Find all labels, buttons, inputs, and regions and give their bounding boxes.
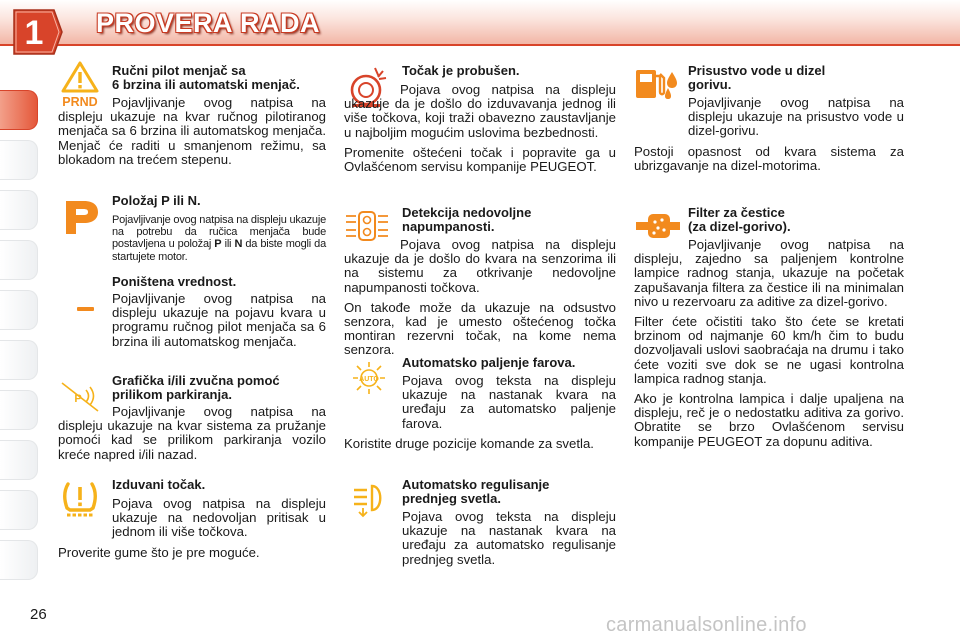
manual-gearbox-body: Pojavljivanje ovog natpisa na displeju ukazuje na kvar ručnog pilotiranog menjača sa 6 brzina ili automatskog menjača. Menjač će raditi u smanjenom režimu, sa blokadom na trećem stepenu. [58,95,326,167]
position-p-n-heading: Položaj P ili N. [112,193,201,208]
section-manual-gearbox [58,64,326,173]
section-flat-tire [58,478,326,566]
chapter-tab-1[interactable] [0,90,38,130]
manual-gearbox-heading-line2: 6 brzina ili automatski menjač. [112,77,300,92]
page-title: PROVERA RADA [96,8,321,38]
section-auto-headlamps [344,356,616,457]
section-position-p-n [58,194,326,269]
cancelled-value-heading: Poništena vrednost. [112,274,237,289]
flat-tire-heading: Izduvani točak. [112,477,206,492]
auto-headlamps-body: Pojava ovog teksta na displeju ukazuje na nastanak kvara na uređaju za automatsko paljenje farova. [402,373,616,431]
flat-tire-body2: Proverite gume što je pre moguće. [58,544,260,560]
section-parking-assist [58,374,326,468]
section-punctured-tire [344,64,616,180]
underinflation-body2: On takođe može da ukazuje na odsustvo senzora, kad je umesto oštećenog točka montiran rezervni točak, na kome nema senzora. [344,299,616,358]
water-in-diesel-heading-line2: gorivu. [688,77,732,92]
chapter-tab-5[interactable] [0,290,38,330]
water-in-diesel-heading-line1: Prisustvo vode u dizel [688,63,826,78]
auto-headlamps-heading: Automatsko paljenje farova. [402,355,576,370]
watermark: carmanualsonline.info [606,614,807,636]
headlamp-leveling-heading-line2: prednjeg svetla. [402,491,501,506]
underinflation-heading-line1: Detekcija nedovoljne [402,205,532,220]
chapter-tab-9[interactable] [0,490,38,530]
svg-text:PRND: PRND [62,95,98,108]
chapter-tabs [0,60,44,580]
underinflation-heading-line2: napumpanosti. [402,219,495,234]
chapter-tab-4[interactable] [0,240,38,280]
particle-filter-heading-line2: (za dizel-gorivo). [688,219,791,234]
parking-assist-heading-line2: prilikom parkiranja. [112,387,232,402]
section-underinflation-detection [344,206,616,364]
page-number: 26 [30,606,47,623]
parking-assist-body: Pojavljivanje ovog natpisa na displeju ukazuje na kvar sistema za pružanje pomoći kad se prilikom parkiranja vozilo kreće napred i/ili nazad. [58,404,326,462]
section-headlamp-leveling [344,478,616,573]
punctured-tire-body2: Promenite oštećeni točak i popravite ga u Ovlašćenom servisu kompanije PEUGEOT. [344,144,616,175]
position-p-n-body: Pojavljivanje ovog natpisa na displeju ukazuje na potrebu da ručica menjača bude postavljena u položaj P ili N da biste mogli da startujete motor. [112,214,327,263]
section-cancelled-value [58,275,326,355]
water-in-diesel-body: Pojavljivanje ovog natpisa na displeju ukazuje na prisustvo vode u dizel-gorivu. [688,95,904,139]
particle-filter-body2: Filter ćete očistiti tako što ćete se kretati brzinom od najmanje 60 km/h čim to budu dozvoljavali uslovi saobraćaja na drumu i tako ćete voziti sve dok se ne ugasi kontrolna lampica radnog stanja. [634,314,904,386]
punctured-tire-heading: Točak je probušen. [402,63,520,78]
svg-text:P: P [74,393,82,405]
page-header [0,0,960,52]
chapter-tab-6[interactable] [0,340,38,380]
chapter-tab-3[interactable] [0,190,38,230]
particle-filter-heading-line1: Filter za čestice [688,205,785,220]
chapter-number: 1 [24,14,44,52]
section-water-in-diesel [634,64,904,179]
chapter-tab-10[interactable] [0,540,38,580]
chapter-badge-icon [10,6,64,58]
particle-filter-body: Pojavljivanje ovog natpisa na displeju, zajedno sa paljenjem kontrolne lampice radnog stanja, ukazuje na početak zapušavanja filtera za čestice ili na minimalan nivo u rezervoaru za aditive za dizel-gorivo. [634,237,904,309]
punctured-tire-body: Pojava ovog natpisa na displeju ukazuje da je došlo do izduvavanja jednog ili više točkova, koji traži obavezno zaustavljanje u najboljim mogućim uslovima bezbednosti. [344,82,616,140]
svg-text:AUTO: AUTO [359,376,379,383]
headlamp-leveling-heading-line1: Automatsko regulisanje [402,477,550,492]
chapter-tab-2[interactable] [0,140,38,180]
chapter-tab-8[interactable] [0,440,38,480]
particle-filter-body3: Ako je kontrolna lampica i dalje upaljena na displeju, reč je o nedostatku aditiva za gorivo. Obratite se brzo Ovlašćenom servisu kompanije PEUGEOT za dopunu aditiva. [634,391,904,449]
flat-tire-body: Pojava ovog natpisa na displeju ukazuje na nedovoljan pritisak u jednom ili više točkova. [112,496,326,540]
parking-assist-heading-line1: Grafička i/ili zvučna pomoć [112,373,280,388]
headlamp-leveling-body: Pojava ovog teksta na displeju ukazuje na nastanak kvara na uređaju za automatsko regulisanje prednjeg svetla. [402,509,616,567]
underinflation-body: Pojava ovog natpisa na displeju ukazuje da je došlo do kvara na senzorima ili na sistemu za otkrivanje nedovoljne napumpanosti točkova. [344,237,616,295]
water-in-diesel-body2: Postoji opasnost od kvara sistema za ubrizgavanje na dizel-motorima. [634,143,904,173]
manual-gearbox-heading-line1: Ručni pilot menjač sa [112,63,246,78]
auto-headlamps-body2: Koristite druge pozicije komande za svetla. [344,435,594,451]
section-particle-filter [634,206,904,455]
cancelled-value-body: Pojavljivanje ovog natpisa na displeju ukazuje na pojavu kvara u programu ručnog pilot menjača sa 6 brzina ili automatskog menjača. [112,291,326,349]
chapter-tab-7[interactable] [0,390,38,430]
